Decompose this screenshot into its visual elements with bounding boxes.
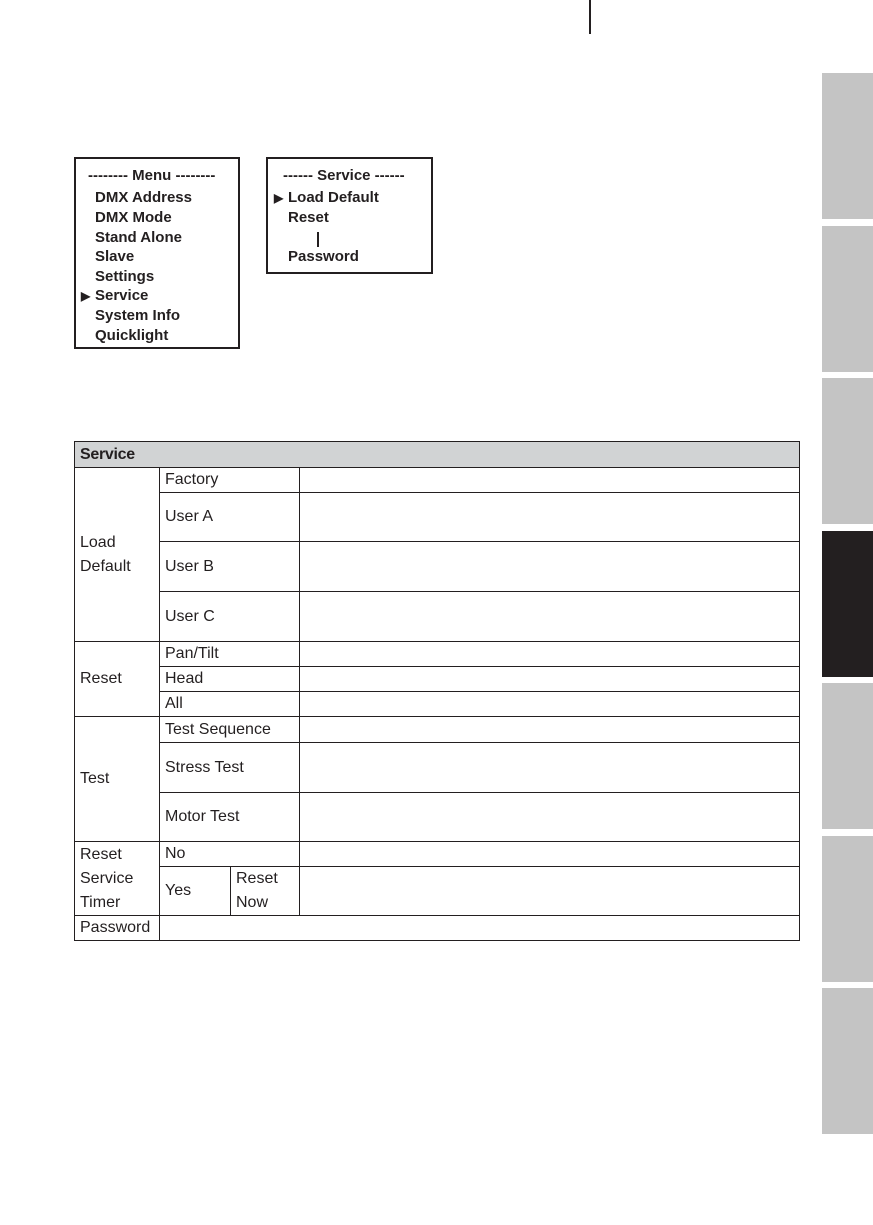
- option-no: No: [160, 842, 300, 867]
- service-item-password[interactable]: Password: [288, 248, 359, 265]
- option-test-sequence: Test Sequence: [160, 717, 300, 743]
- service-display: [266, 157, 433, 274]
- description-cell: [300, 793, 800, 842]
- service-title: ------ Service ------: [283, 167, 405, 184]
- menu-title: -------- Menu --------: [88, 167, 216, 184]
- load-default-label: Load Default: [75, 468, 160, 642]
- service-item-reset[interactable]: Reset: [288, 209, 329, 226]
- menu-item-service[interactable]: Service: [95, 287, 149, 304]
- description-cell: [160, 916, 800, 941]
- option-user-c: User C: [160, 592, 300, 642]
- description-cell: [300, 743, 800, 793]
- option-stress-test: Stress Test: [160, 743, 300, 793]
- description-cell: [300, 642, 800, 667]
- chapter-tab[interactable]: [822, 988, 873, 1134]
- option-all: All: [160, 692, 300, 717]
- description-cell: [300, 692, 800, 717]
- description-cell: [300, 717, 800, 743]
- table-header: Service: [75, 442, 800, 468]
- option-yes: Yes: [160, 867, 231, 916]
- chapter-tab[interactable]: [822, 683, 873, 829]
- description-cell: [300, 842, 800, 867]
- service-item-load-default[interactable]: Load Default: [288, 189, 379, 206]
- selection-arrow-icon: ▶: [81, 289, 91, 303]
- menu-item-dmx-address[interactable]: DMX Address: [95, 189, 192, 206]
- reset-now-text: Reset Now: [236, 870, 278, 911]
- service-table: [74, 441, 800, 941]
- menu-item-stand-alone[interactable]: Stand Alone: [95, 229, 182, 246]
- option-head: Head: [160, 667, 300, 692]
- reset-service-timer-text: Reset Service Timer: [80, 845, 134, 911]
- test-label: Test: [75, 717, 160, 842]
- menu-item-settings[interactable]: Settings: [95, 268, 155, 285]
- menu-item-system-info[interactable]: System Info: [95, 307, 181, 324]
- option-motor-test: Motor Test: [160, 793, 300, 842]
- menu-item-quicklight[interactable]: Quicklight: [95, 327, 169, 344]
- chapter-tab[interactable]: [822, 73, 873, 219]
- password-label: Password: [75, 916, 160, 941]
- ellipsis-bar-icon: [317, 232, 319, 247]
- crop-mark: [589, 0, 591, 34]
- option-reset-now: [231, 867, 300, 916]
- reset-service-timer-label: [75, 842, 160, 916]
- chapter-tab[interactable]: [822, 836, 873, 982]
- description-cell: [300, 592, 800, 642]
- description-cell: [300, 867, 800, 916]
- option-user-a: User A: [160, 493, 300, 542]
- option-pan-tilt: Pan/Tilt: [160, 642, 300, 667]
- option-factory: Factory: [160, 468, 300, 493]
- reset-label: Reset: [75, 642, 160, 717]
- description-cell: [300, 542, 800, 592]
- description-cell: [300, 468, 800, 493]
- chapter-tab-active[interactable]: [822, 531, 873, 677]
- menu-display: [74, 157, 240, 349]
- description-cell: [300, 493, 800, 542]
- menu-item-slave[interactable]: Slave: [95, 248, 135, 265]
- selection-arrow-icon: ▶: [274, 191, 284, 205]
- option-user-b: User B: [160, 542, 300, 592]
- menu-item-dmx-mode[interactable]: DMX Mode: [95, 209, 172, 226]
- chapter-tab[interactable]: [822, 226, 873, 372]
- chapter-tab[interactable]: [822, 378, 873, 524]
- description-cell: [300, 667, 800, 692]
